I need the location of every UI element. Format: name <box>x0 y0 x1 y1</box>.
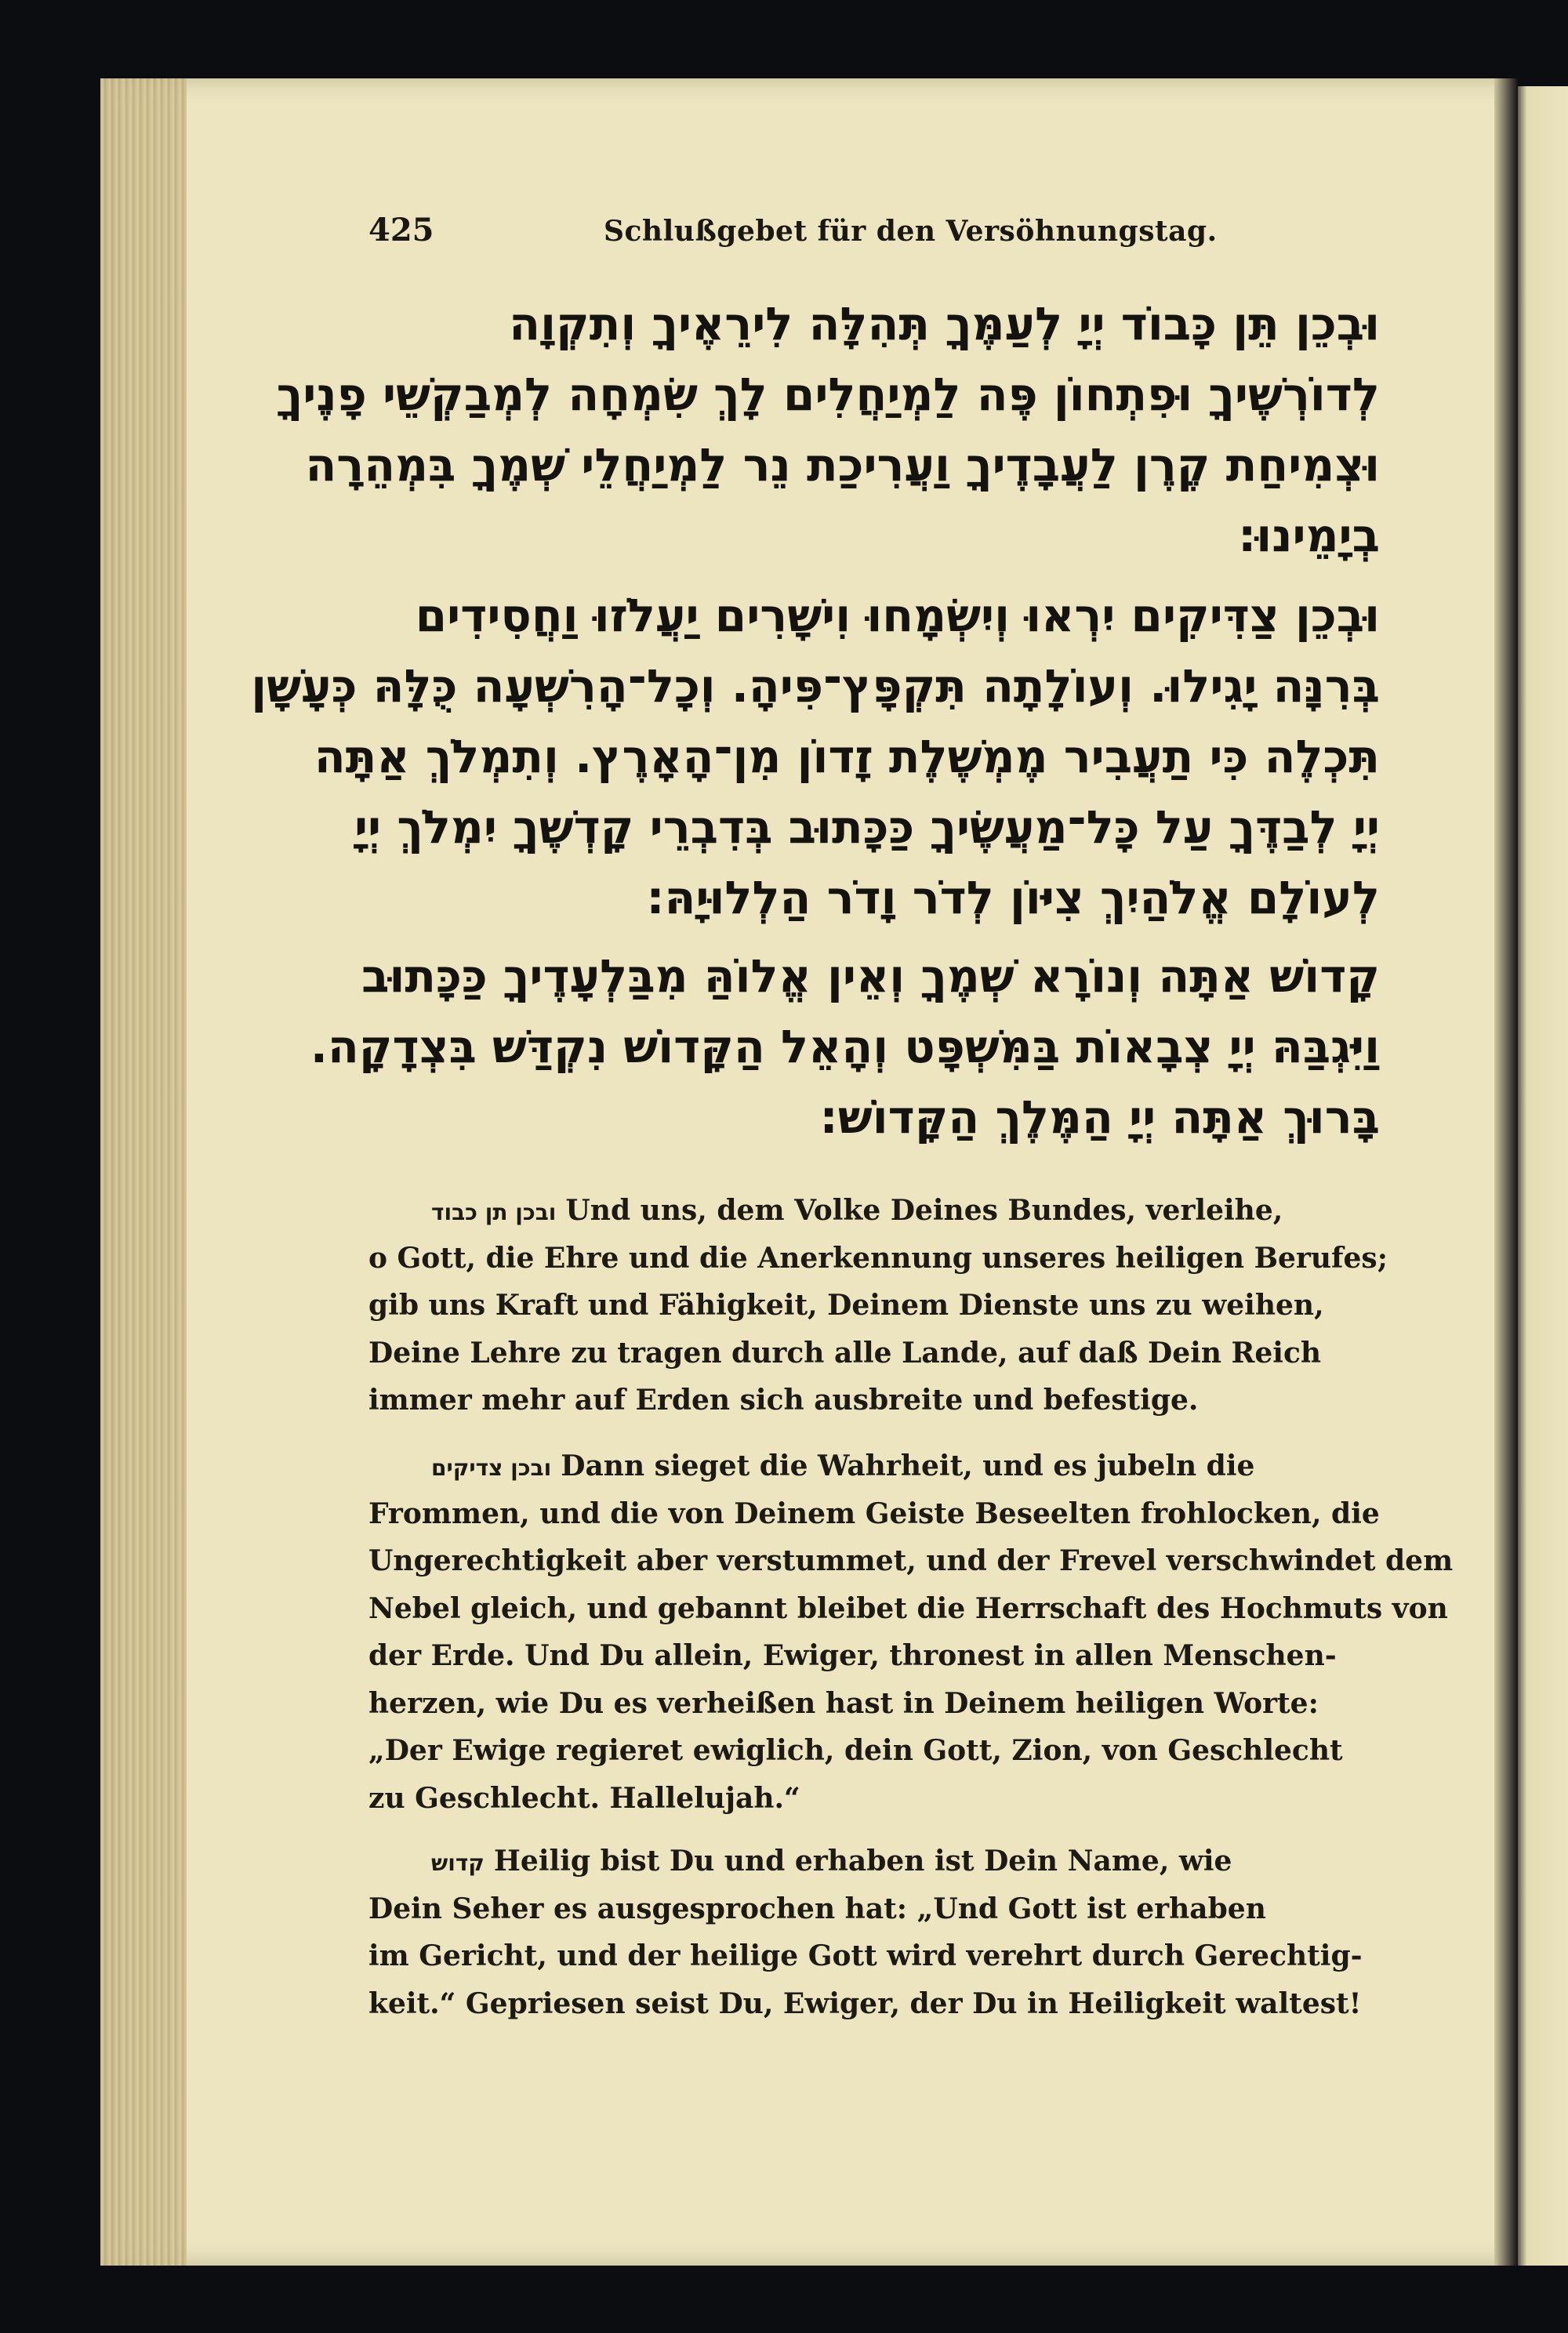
hebrew-paragraph-3 <box>310 941 1380 1152</box>
german-line: „Der Ewige regieret ewiglich, dein Gott, Zion, von Geschlecht <box>368 1734 1343 1767</box>
german-line: Ungerechtigkeit aber verstummet, und der Frevel verschwindet dem <box>368 1544 1454 1577</box>
german-line-text: Und uns, dem Volke Deines Bundes, verleihe, <box>565 1194 1283 1227</box>
german-line-first <box>368 1442 1380 1490</box>
hebrew-lead-words: קדוש <box>431 1850 485 1876</box>
hebrew-line: תִּכְלֶה כִּי תַעֲבִיר מֶמְשֶׁלֶת זָדוֹן מִן־הָאָרֶץ. וְתִמְלֹךְ אַתָּה <box>314 730 1380 783</box>
hebrew-paragraph-1 <box>276 288 1380 571</box>
german-paragraph-2 <box>368 1442 1454 1822</box>
german-line-text: Dann sieget die Wahrheit, und es jubeln die <box>561 1450 1255 1482</box>
german-line: keit.“ Gepriesen seist Du, Ewiger, der Du in Heiligkeit waltest! <box>368 1986 1362 2020</box>
hebrew-line: וּבְכֵן צַדִּיקִים יִרְאוּ וְיִשְׂמָחוּ וִישָׁרִים יַעֲלֹזוּ וַחֲסִידִים <box>415 589 1380 642</box>
hebrew-line: וּצְמִיחַת קֶרֶן לַעֲבָדֶיךָ וַעֲרִיכַת נֵר לַמְיַחֲלֵי שְׁמֶךָ בִּמְהֵרָה <box>305 438 1380 492</box>
hebrew-line: וַיִּגְבַּהּ יְיָ צְבָאוֹת בַּמִּשְׁפָּט וְהָאֵל הַקָּדוֹשׁ נִקְדַּשׁ בִּצְדָקָה. <box>310 1020 1380 1073</box>
page-number: 425 <box>368 212 434 249</box>
hebrew-line: וּבְכֵן תֵּן כָּבוֹד יְיָ לְעַמֶּךָ תְּהִלָּה לִירֵאֶיךָ וְתִקְוָה <box>509 297 1380 350</box>
page-stack-edge <box>100 78 187 2266</box>
german-line-first <box>368 1838 1380 1885</box>
hebrew-line: יְיָ לְבַדֶּךָ עַל כָּל־מַעֲשֶׂיךָ כַּכָּתוּב בְּדִבְרֵי קָדְשֶׁךָ יִמְלֹךְ יְיָ <box>354 800 1380 854</box>
german-line-text: Heilig bist Du und erhaben ist Dein Name, wie <box>493 1845 1232 1878</box>
running-title: Schlußgebet für den Versöhnungstag. <box>604 215 1218 248</box>
hebrew-line: קָדוֹשׁ אַתָּה וְנוֹרָא שְׁמֶךָ וְאֵין אֱלוֹהַּ מִבַּלְעָדֶיךָ כַּכָּתוּב <box>361 949 1380 1003</box>
hebrew-lead-words: ובכן צדיקים <box>431 1455 552 1481</box>
german-line: Nebel gleich, und gebannt bleibet die Herrschaft des Hochmuts von <box>368 1591 1448 1625</box>
german-line: immer mehr auf Erden sich ausbreite und befestige. <box>368 1384 1199 1417</box>
page-content <box>251 212 1454 2046</box>
hebrew-line: לְעוֹלָם אֱלֹהַיִךְ צִיּוֹן לְדֹר וָדֹר הַלְלוּיָהּ: <box>646 871 1380 924</box>
hebrew-line: לְדוֹרְשֶׁיךָ וּפִתְחוֹן פֶּה לַמְיַחֲלִים לָךְ שִׂמְחָה לְמְבַקְשֵׁי פָנֶיךָ <box>276 368 1380 421</box>
german-line: Dein Seher es ausgesprochen hat: „Und Gott ist erhaben <box>368 1892 1266 1925</box>
german-paragraph-1 <box>368 1187 1388 1424</box>
german-line: Frommen, und die von Deinem Geiste Beseelten frohlocken, die <box>368 1497 1380 1530</box>
german-line: zu Geschlecht. Hallelujah.“ <box>368 1781 800 1815</box>
hebrew-line: בָּרוּךְ אַתָּה יְיָ הַמֶּלֶךְ הַקָּדוֹשׁ: <box>819 1090 1380 1144</box>
german-line: Deine Lehre zu tragen durch alle Lande, auf daß Dein Reich <box>368 1336 1322 1370</box>
german-paragraph-3 <box>368 1838 1380 2027</box>
german-line-first <box>368 1187 1380 1235</box>
hebrew-line: בְיָמֵינוּ: <box>1238 509 1380 562</box>
german-line: gib uns Kraft und Fähigkeit, Deinem Dienste uns zu weihen, <box>368 1289 1324 1322</box>
page-header <box>368 212 1380 259</box>
german-line: der Erde. Und Du allein, Ewiger, thronest in allen Menschen- <box>368 1639 1337 1672</box>
hebrew-line: בְּרִנָּה יָגִילוּ. וְעוֹלָתָה תִּקְפָּץ־פִּיהָ. וְכָל־הָרִשְׁעָה כֻּלָּהּ כְּעָשָׁן <box>251 659 1380 713</box>
hebrew-paragraph-2 <box>251 580 1380 933</box>
german-line: im Gericht, und der heilige Gott wird verehrt durch Gerechtig- <box>368 1939 1363 1972</box>
german-line: herzen, wie Du es verheißen hast in Deinem heiligen Worte: <box>368 1686 1319 1720</box>
hebrew-lead-words: ובכן תן כבוד <box>431 1199 557 1225</box>
german-line: o Gott, die Ehre und die Anerkennung unseres heiligen Berufes; <box>368 1241 1388 1275</box>
book-binding <box>1494 78 1518 2266</box>
next-page-edge <box>1513 86 1568 2266</box>
